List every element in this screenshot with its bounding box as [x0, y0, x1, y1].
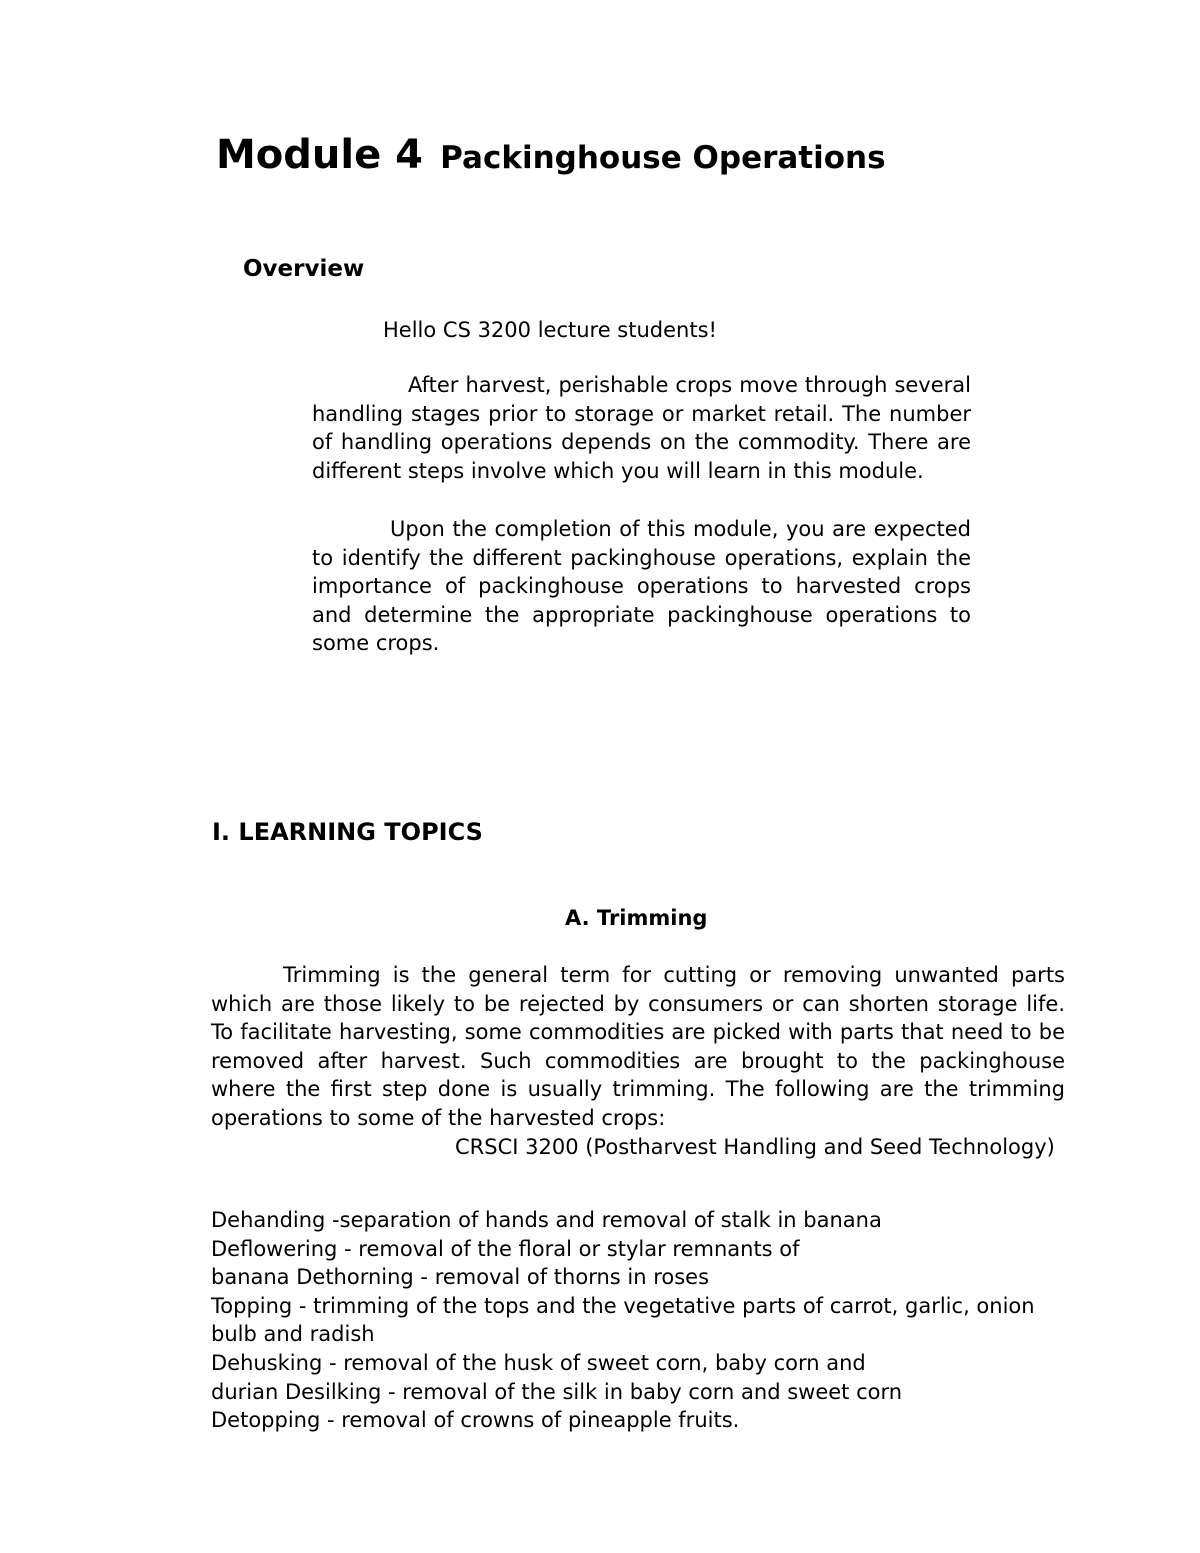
list-item: durian Desilking - removal of the silk in baby corn and sweet corn: [211, 1379, 903, 1404]
trimming-operations-list: [211, 1206, 1071, 1435]
overview-paragraph-intro: After harvest, perishable crops move through several handling stages prior to storage or market retail. The number of handling operations depends on the commodity. There are different steps involve which you will learn in this module.: [312, 373, 971, 483]
list-item: Detopping - removal of crowns of pineapple fruits.: [211, 1408, 740, 1433]
greeting: Hello CS 3200 lecture students!: [383, 318, 717, 342]
module-subtitle: Packinghouse Operations: [440, 140, 886, 176]
overview-paragraph-objectives: Upon the completion of this module, you are expected to identify the different packinghouse operations, explain the importance of packinghouse operations to harvested crops and determine the appropriate packinghouse operations to some crops.: [312, 517, 971, 656]
overview-heading: Overview: [243, 256, 365, 282]
course-footer: CRSCI 3200 (Postharvest Handling and Seed Technology): [455, 1135, 1055, 1159]
list-item: banana Dethorning - removal of thorns in roses: [211, 1265, 710, 1290]
module-number: Module 4: [216, 132, 423, 178]
list-item: Topping - trimming of the tops and the vegetative parts of carrot, garlic, onion: [211, 1293, 1035, 1318]
list-item: Dehusking - removal of the husk of sweet corn, baby corn and: [211, 1350, 866, 1375]
list-item: Deflowering - removal of the floral or stylar remnants of: [211, 1236, 800, 1261]
trimming-heading: A. Trimming: [565, 906, 708, 930]
trimming-paragraph: Trimming is the general term for cutting or removing unwanted parts which are those likely to be rejected by consumers or can shorten storage life. To facilitate harvesting, some commodities are picked with parts that need to be removed after harvest. Such commodities are brought to the packinghouse where the first step done is usually trimming. The following are the trimming operations to some of the harvested crops:: [211, 963, 1065, 1130]
list-item: bulb and radish: [211, 1322, 375, 1347]
learning-topics-heading: I. LEARNING TOPICS: [212, 818, 483, 846]
list-item: Dehanding -separation of hands and removal of stalk in banana: [211, 1208, 882, 1232]
module-title: [216, 128, 886, 185]
